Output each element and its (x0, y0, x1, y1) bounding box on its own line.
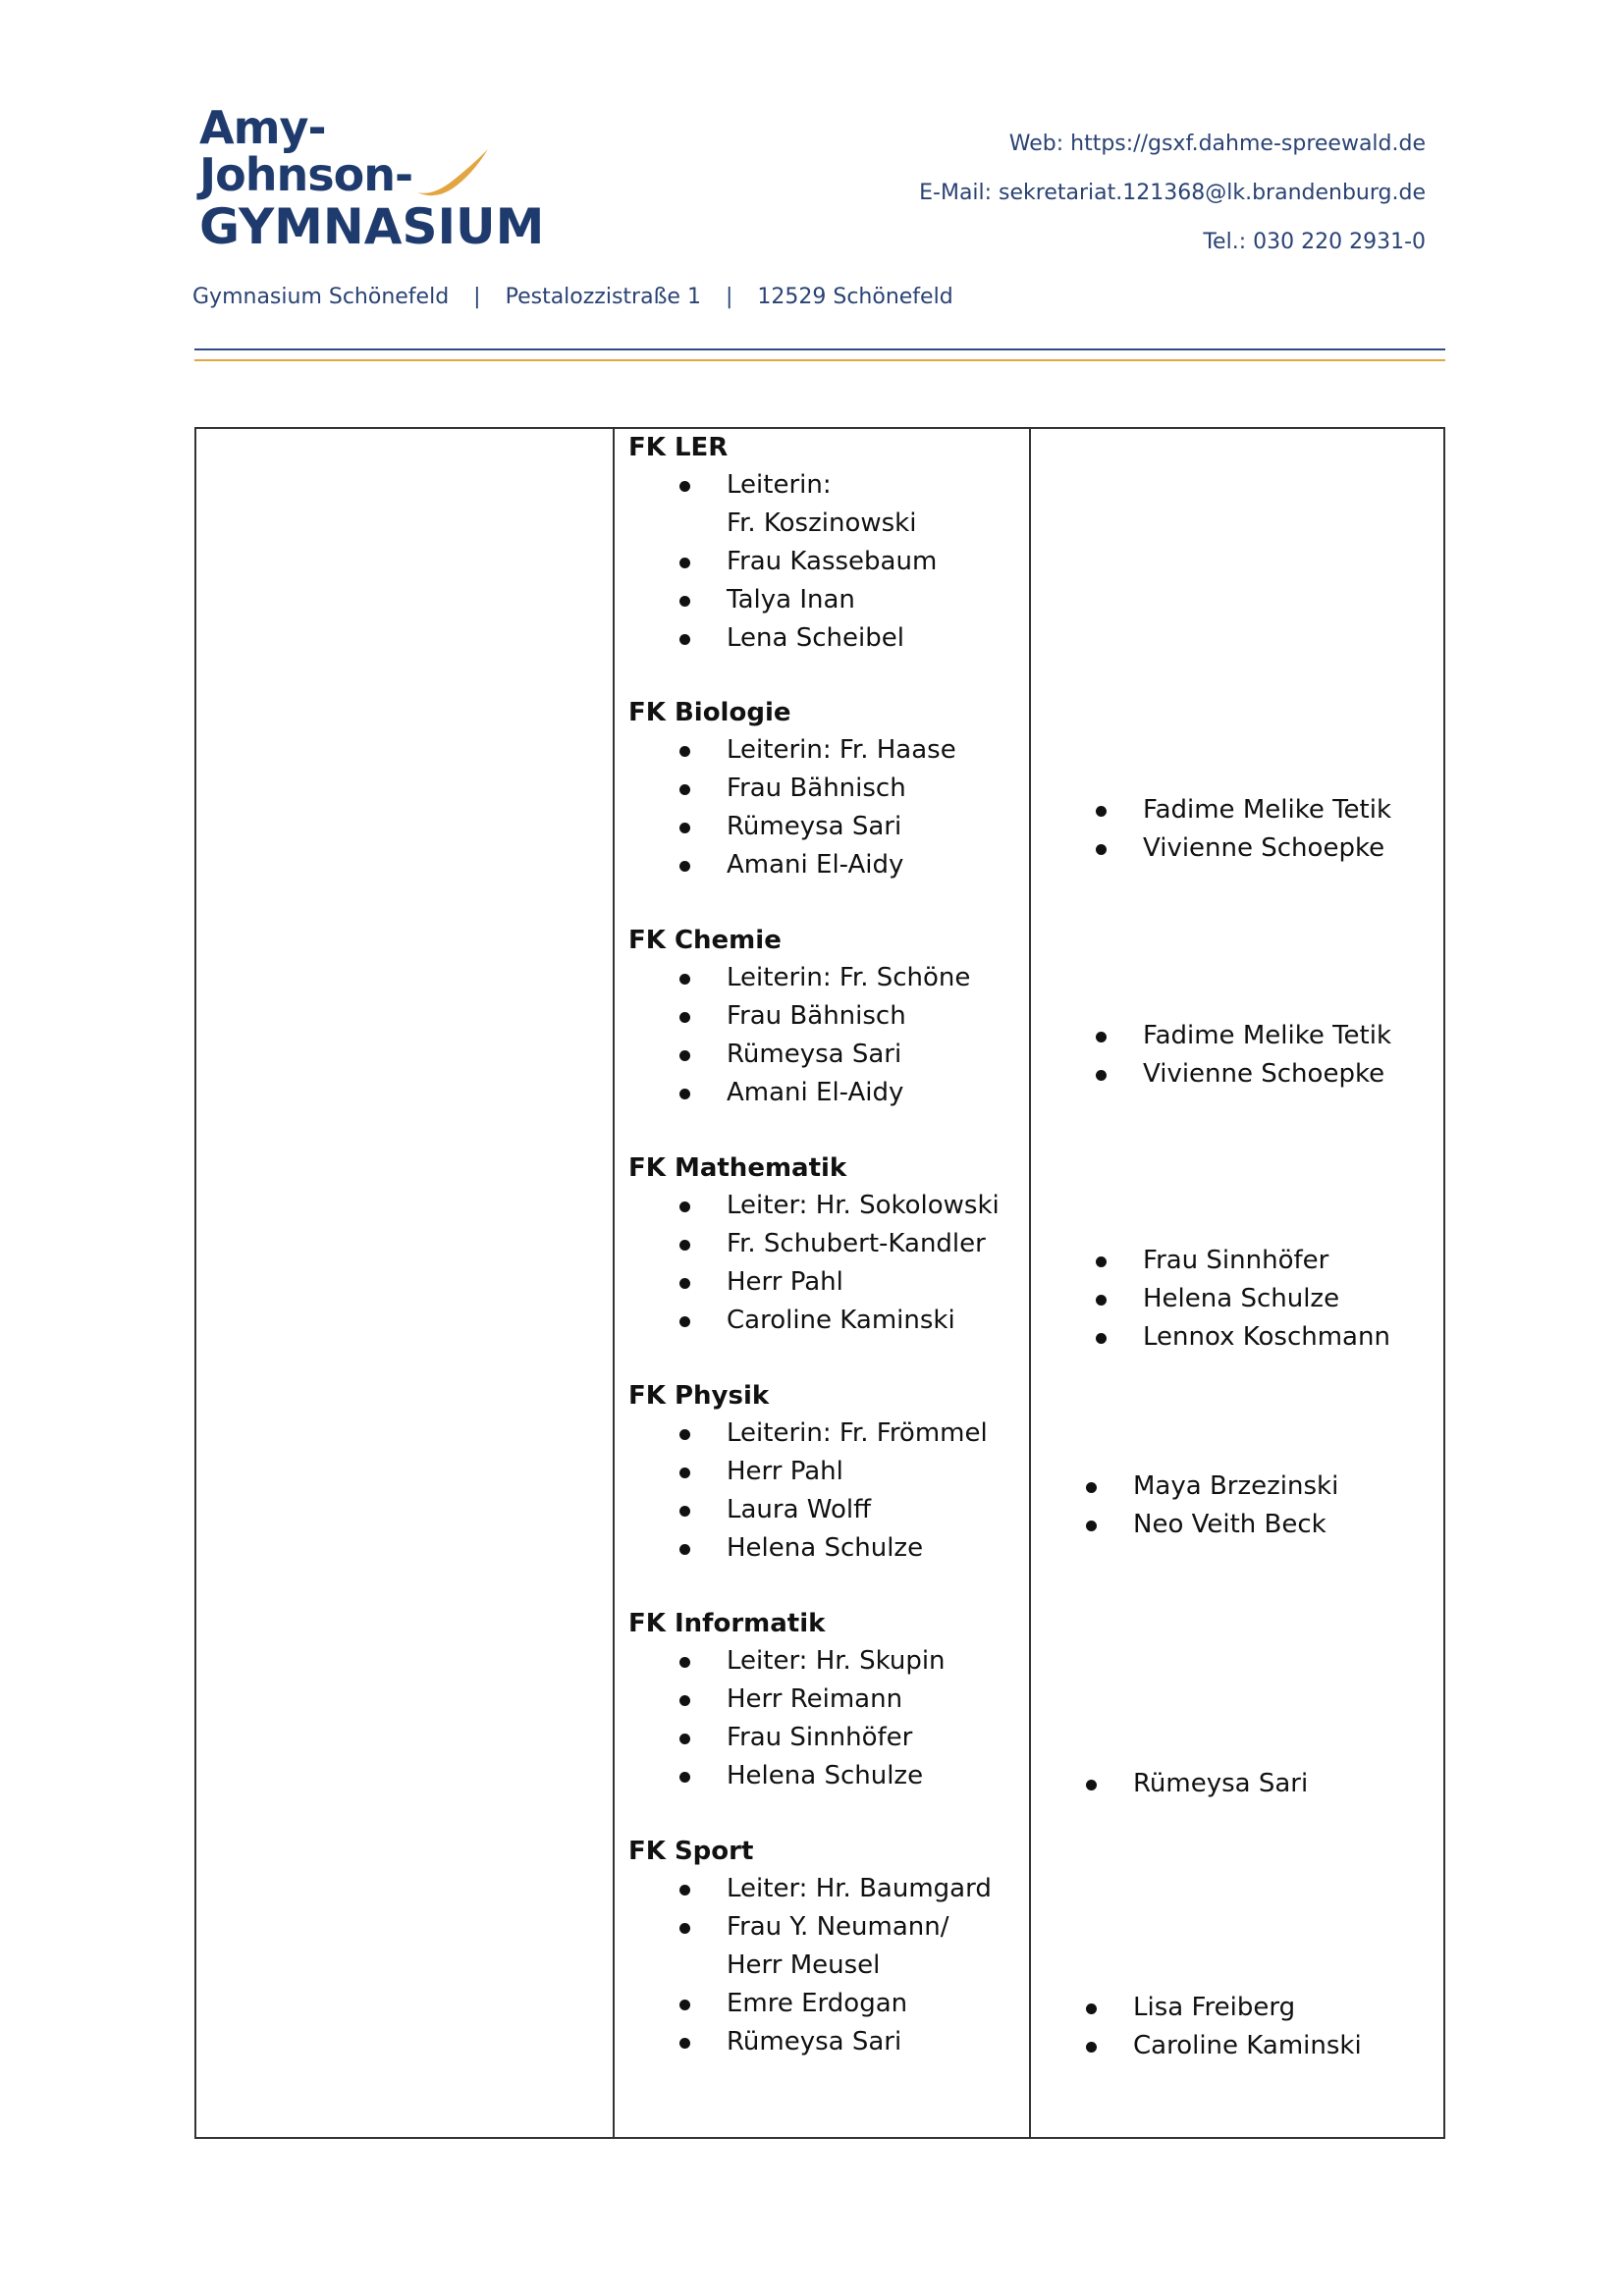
contact-email[interactable]: E-Mail: sekretariat.121368@lk.brandenburg.de (919, 181, 1426, 205)
list-item: Laura Wolff (628, 1491, 1021, 1529)
list-item: Herr Pahl (628, 1453, 1021, 1491)
list-item: Leiterin: Fr. Schöne (628, 959, 1021, 997)
student-group-informatik (1045, 1765, 1437, 1803)
fk-title: FK Biologie (628, 698, 791, 727)
list-item: Leiterin: Fr. Frömmel (628, 1415, 1021, 1453)
member-list (628, 1415, 1021, 1568)
list-item: Lena Scheibel (628, 619, 1021, 658)
contact-phone: Tel.: 030 220 2931-0 (1203, 230, 1426, 254)
logo-line-2: Johnson- (199, 148, 413, 201)
fk-title: FK LER (628, 433, 729, 462)
address-name: Gymnasium Schönefeld (192, 285, 450, 309)
list-item: Leiter: Hr. Sokolowski (628, 1187, 1021, 1225)
list-item: Leiter: Hr. Skupin (628, 1642, 1021, 1681)
list-item: Lisa Freiberg (1045, 1989, 1437, 2027)
list-item: Frau Kassebaum (628, 543, 1021, 581)
fk-section-biologie (628, 694, 1021, 884)
address-separator: | (473, 285, 481, 309)
member-list (628, 1870, 1021, 2061)
member-list (628, 731, 1021, 884)
student-group-mathematik (1045, 1242, 1437, 1357)
fk-section-mathematik (628, 1149, 1021, 1340)
list-item: Leiter: Hr. Baumgard (628, 1870, 1021, 1908)
fk-section-ler (628, 429, 1021, 658)
member-list (1045, 1468, 1437, 1544)
fk-section-informatik (628, 1605, 1021, 1795)
fk-title: FK Mathematik (628, 1153, 847, 1183)
list-item: Fr. Schubert-Kandler (628, 1225, 1021, 1263)
contact-web[interactable]: Web: https://gsxf.dahme-spreewald.de (1008, 132, 1426, 156)
list-item: Vivienne Schoepke (1045, 829, 1437, 868)
list-item: Helena Schulze (1045, 1280, 1437, 1318)
header-rule-gold (194, 359, 1445, 361)
logo-swoosh-icon (413, 145, 492, 204)
list-item: Maya Brzezinski (1045, 1468, 1437, 1506)
list-item: Fadime Melike Tetik (1045, 1017, 1437, 1055)
list-item: Frau Bähnisch (628, 770, 1021, 808)
list-item: Rümeysa Sari (628, 2023, 1021, 2061)
student-group-sport (1045, 1989, 1437, 2065)
address-street: Pestalozzistraße 1 (505, 285, 701, 309)
list-item: Amani El-Aidy (628, 1074, 1021, 1112)
member-list (628, 1642, 1021, 1795)
student-group-physik (1045, 1468, 1437, 1544)
list-item: Frau Sinnhöfer (1045, 1242, 1437, 1280)
fk-title: FK Physik (628, 1381, 770, 1411)
member-list (1045, 1017, 1437, 1094)
fk-title: FK Informatik (628, 1609, 826, 1638)
fk-section-physik (628, 1377, 1021, 1568)
contact-block (919, 128, 1426, 275)
list-item: Neo Veith Beck (1045, 1506, 1437, 1544)
column-divider (613, 429, 615, 2137)
student-group-chemie (1045, 1017, 1437, 1094)
member-list (1045, 1989, 1437, 2065)
list-item: Helena Schulze (628, 1757, 1021, 1795)
list-item: Rümeysa Sari (1045, 1765, 1437, 1803)
address-city: 12529 Schönefeld (757, 285, 953, 309)
list-item: Frau Y. Neumann/ Herr Meusel (628, 1908, 1021, 1985)
committee-table (194, 427, 1445, 2139)
list-item: Talya Inan (628, 581, 1021, 619)
fk-title: FK Chemie (628, 926, 782, 955)
list-item: Frau Bähnisch (628, 997, 1021, 1036)
list-item: Fadime Melike Tetik (1045, 791, 1437, 829)
fk-section-chemie (628, 922, 1021, 1112)
list-item: Amani El-Aidy (628, 846, 1021, 884)
column-divider (1029, 429, 1031, 2137)
list-item: Caroline Kaminski (1045, 2027, 1437, 2065)
student-group-biologie (1045, 791, 1437, 868)
member-list (1045, 791, 1437, 868)
list-item: Leiterin: Fr. Koszinowski (628, 466, 1021, 543)
list-item: Leiterin: Fr. Haase (628, 731, 1021, 770)
list-item: Caroline Kaminski (628, 1302, 1021, 1340)
header-rule-blue (194, 348, 1445, 350)
list-item: Herr Reimann (628, 1681, 1021, 1719)
logo-line-3: GYMNASIUM (199, 198, 545, 255)
logo-line-1: Amy- (199, 101, 326, 154)
list-item: Frau Sinnhöfer (628, 1719, 1021, 1757)
address-separator: | (725, 285, 733, 309)
member-list (628, 466, 1021, 658)
member-list (628, 959, 1021, 1112)
school-logo (199, 102, 553, 259)
list-item: Helena Schulze (628, 1529, 1021, 1568)
fk-title: FK Sport (628, 1837, 754, 1866)
member-list (1045, 1242, 1437, 1357)
member-list (1045, 1765, 1437, 1803)
list-item: Herr Pahl (628, 1263, 1021, 1302)
list-item: Rümeysa Sari (628, 1036, 1021, 1074)
fk-section-sport (628, 1833, 1021, 2061)
list-item: Lennox Koschmann (1045, 1318, 1437, 1357)
list-item: Emre Erdogan (628, 1985, 1021, 2023)
list-item: Vivienne Schoepke (1045, 1055, 1437, 1094)
list-item: Rümeysa Sari (628, 808, 1021, 846)
member-list (628, 1187, 1021, 1340)
address-line (192, 285, 953, 309)
